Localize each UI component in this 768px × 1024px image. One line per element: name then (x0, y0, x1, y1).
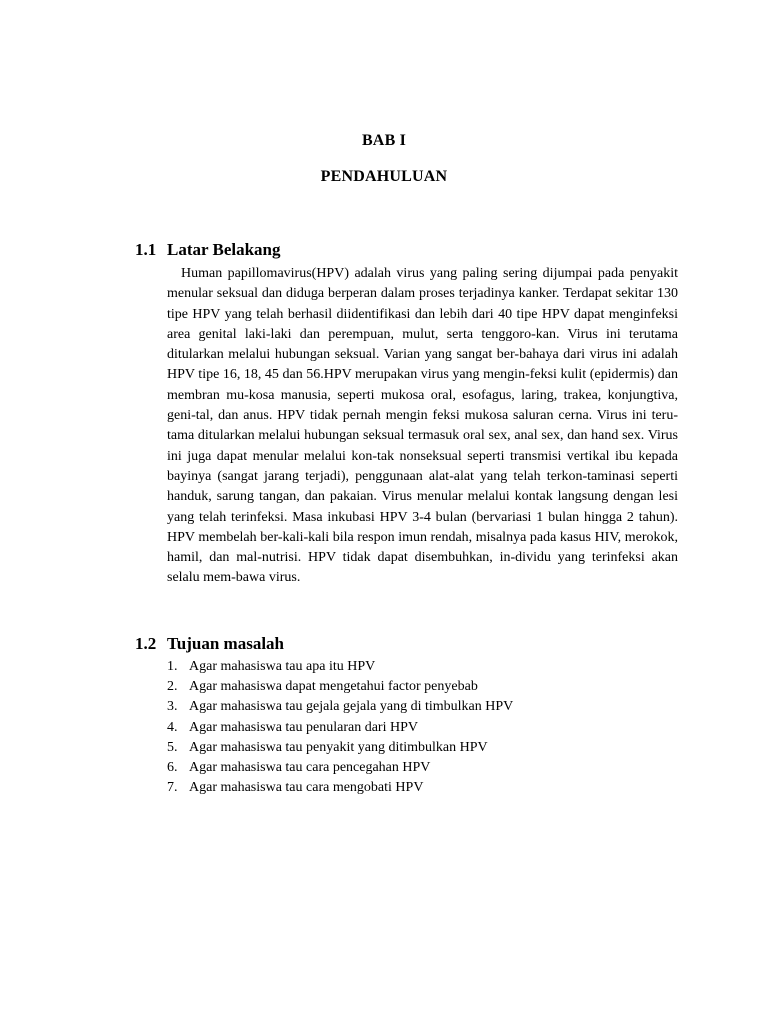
section-heading-tujuan-masalah (135, 634, 284, 654)
list-item-text: Agar mahasiswa tau cara pencegahan HPV (189, 760, 431, 776)
goals-list (167, 657, 687, 798)
list-item (167, 758, 687, 778)
section-title: Tujuan masalah (167, 634, 285, 653)
chapter-title: PENDAHULUAN (320, 168, 448, 185)
list-item-index: 4. (167, 719, 178, 735)
list-item-index: 5. (167, 739, 178, 755)
list-item (167, 738, 687, 758)
list-item-text: Agar mahasiswa tau apa itu HPV (189, 659, 376, 674)
chapter-number: BAB I (361, 132, 407, 149)
list-item (167, 677, 687, 697)
list-item-text: Agar mahasiswa tau cara mengobati HPV (189, 780, 424, 796)
section-heading-latar-belakang (135, 240, 281, 260)
section-title: Latar Belakang (167, 240, 281, 259)
list-item-index: 1. (167, 659, 178, 674)
list-item-text: Agar mahasiswa dapat mengetahui factor penyebab (189, 679, 478, 695)
list-item-text: Agar mahasiswa tau gejala gejala yang di timbulkan HPV (189, 699, 514, 715)
list-item-index: 3. (167, 699, 178, 715)
list-item (167, 697, 687, 717)
list-item-index: 7. (167, 780, 178, 796)
list-item (167, 778, 687, 798)
section-number: 1.2 (135, 634, 157, 653)
section-number: 1.1 (135, 240, 157, 259)
list-item-text: Agar mahasiswa tau penyakit yang ditimbulkan HPV (189, 739, 488, 755)
list-item (167, 657, 687, 677)
list-item (167, 718, 687, 738)
background-paragraph: Human papillomavirus(HPV) adalah virus yang paling sering dijumpai pada penyakit menular seksual dan diduga berperan dalam proses terjadinya kanker. Terdapat sekitar 130 tipe HPV yang telah berhasil diidentifikasi dan lebih dari 40 tipe HPV dapat menginfeksi area genital laki-laki dan perempuan, mulut, serta tenggoro-kan. Virus ini terutama ditularkan melalui hubungan seksual. Varian yang sangat ber-bahaya dari virus ini adalah HPV tipe 16, 18, 45 dan 56.HPV merupakan virus yang mengin-feksi kulit (epidermis) dan membran mu-kosa manusia, seperti mukosa oral, esofagus, laring, trakea, konjungtiva, geni-tal, dan anus. HPV tidak pernah mengin feksi mukosa saluran cerna. Virus ini teru-tama ditularkan melalui hubungan seksual termasuk oral sex, anal sex, dan hand sex. Virus ini juga dapat menular melalui kon-tak nonseksual seperti transmisi vertikal ibu kepada bayinya (sangat jarang terjadi), penggunaan alat-alat yang telah terkon-taminasi seperti handuk, sarung tangan, dan pakaian. Virus menular melalui kontak langsung dengan lesi yang telah terinfeksi. Masa inkubasi HPV 3-4 bulan (bervariasi 1 bulan hingga 2 tahun). HPV membelah ber-kali-kali bila respon imun rendah, misalnya pada kasus HIV, merokok, hamil, dan mal-nutrisi. HPV tidak dapat disembuhkan, in-dividu yang terinfeksi akan selalu mem-bawa virus. (167, 266, 678, 586)
list-item-index: 2. (167, 679, 178, 695)
list-item-index: 6. (167, 760, 178, 776)
list-item-text: Agar mahasiswa tau penularan dari HPV (189, 719, 418, 735)
